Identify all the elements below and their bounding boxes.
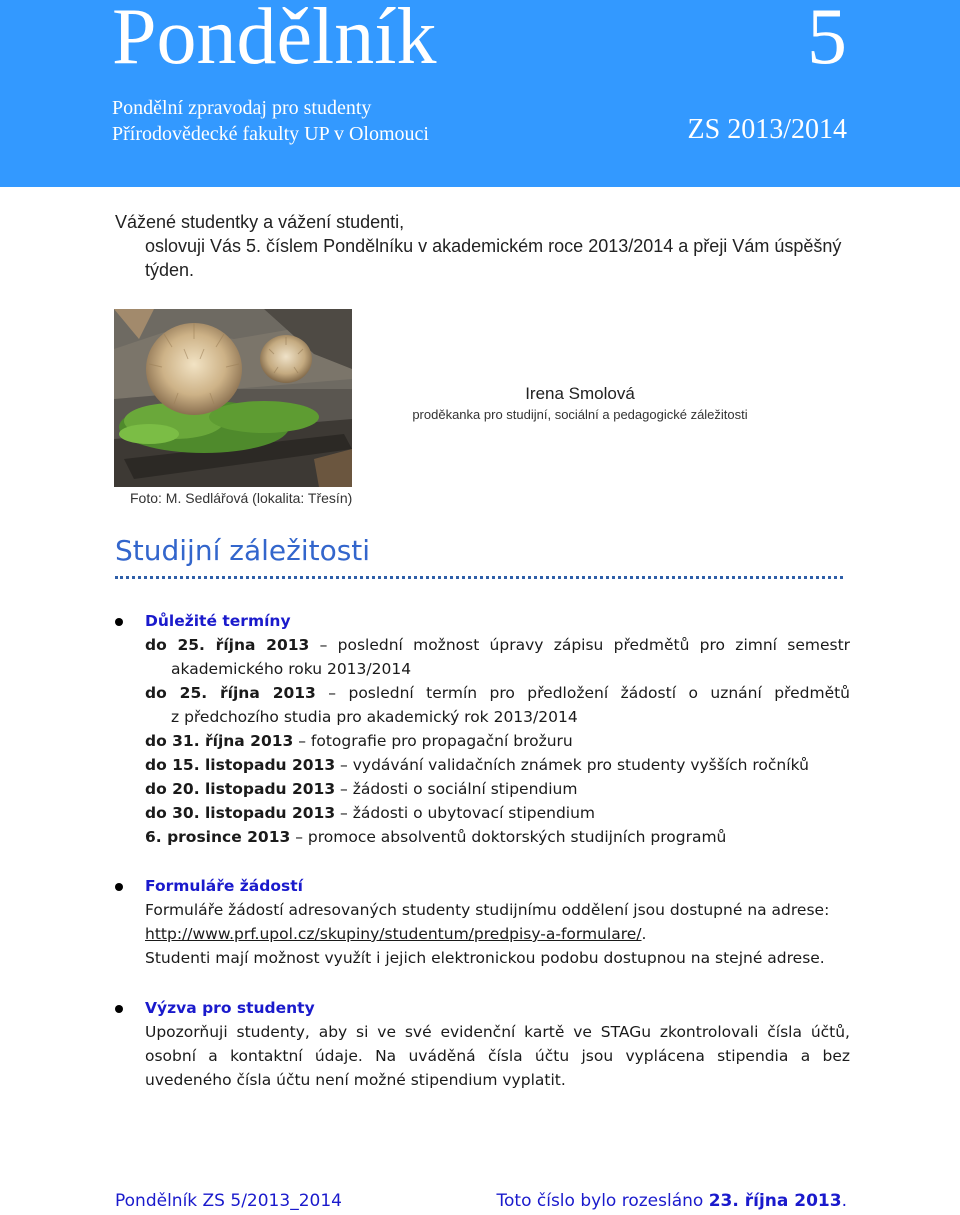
list-item: do 20. listopadu 2013 – žádosti o sociální stipendium — [145, 780, 578, 798]
section-divider — [115, 576, 843, 579]
call-heading: Výzva pro studenty — [145, 999, 315, 1017]
header-banner — [0, 0, 960, 187]
subtitle-line-2: Přírodovědecké fakulty UP v Olomouci — [112, 123, 429, 145]
forms-body — [115, 898, 850, 970]
bullet-icon — [115, 1005, 123, 1013]
list-item: do 31. října 2013 – fotografie pro propagační brožuru — [145, 732, 573, 750]
list-item-continuation: akademického roku 2013/2014 — [171, 660, 412, 678]
bullet-icon — [115, 618, 123, 626]
signature-block — [380, 383, 780, 425]
fungus-photo-illustration — [114, 309, 352, 487]
list-item: do 25. října 2013 – poslední termín pro předložení žádostí o uznání předmětů — [145, 684, 851, 702]
footer-issue: Pondělník ZS 5/2013_2014 — [115, 1191, 342, 1211]
subtitle-line-1: Pondělní zpravodaj pro studenty — [112, 97, 372, 119]
fungus-photo — [114, 309, 352, 487]
list-item: do 30. listopadu 2013 – žádosti o ubytovací stipendium — [145, 804, 596, 822]
signature-role: proděkanka pro studijní, sociální a pedagogické záležitosti — [412, 407, 748, 422]
list-item-continuation: z předchozího studia pro akademický rok 2013/2014 — [171, 708, 578, 726]
section-title: Studijní záležitosti — [115, 534, 371, 567]
important-dates-heading: Důležité termíny — [145, 612, 291, 630]
list-item: do 25. října 2013 – poslední možnost úpravy zápisu předmětů pro zimní semestr — [145, 636, 851, 654]
forms-link-line: http://www.prf.upol.cz/skupiny/studentum/predpisy-a-formulare/. — [145, 925, 647, 943]
call-line-2: osobní a kontaktní údaje. Na uváděná čísla účtu jsou vyplácena stipendia a bez — [145, 1047, 850, 1065]
greeting-line-2: oslovuji Vás 5. číslem Pondělníku v akademickém roce 2013/2014 a přeji Vám úspěšný týden. — [145, 236, 842, 280]
important-dates-block — [115, 609, 850, 849]
issue-number: 5 — [807, 0, 847, 81]
forms-line-1: Formuláře žádostí adresovaných studenty studijnímu oddělení jsou dostupné na adrese: — [145, 901, 830, 919]
forms-block — [115, 874, 850, 970]
list-item: do 15. listopadu 2013 – vydávání validačních známek pro studenty vyšších ročníků — [145, 756, 809, 774]
footer-sent-date: Toto číslo bylo rozesláno 23. října 2013. — [496, 1191, 847, 1211]
forms-link[interactable]: http://www.prf.upol.cz/skupiny/studentum/predpisy-a-formulare/ — [145, 925, 642, 943]
greeting-line-1: Vážené studentky a vážení studenti, — [115, 212, 405, 232]
call-line-1: Upozorňuji studenty, aby si ve své evidenční kartě ve STAGu zkontrolovali čísla účtů, — [145, 1023, 850, 1041]
semester-label: ZS 2013/2014 — [687, 114, 847, 145]
important-dates-list — [115, 633, 850, 849]
photo-caption: Foto: M. Sedlářová (lokalita: Třesín) — [130, 490, 353, 506]
forms-heading: Formuláře žádostí — [145, 877, 303, 895]
list-item: 6. prosince 2013 – promoce absolventů doktorských studijních programů — [145, 828, 727, 846]
call-line-3: uvedeného čísla účtu není možné stipendium vyplatit. — [145, 1071, 566, 1089]
newsletter-title: Pondělník — [112, 0, 437, 81]
call-block — [115, 996, 850, 1092]
bullet-icon — [115, 883, 123, 891]
call-body — [115, 1020, 850, 1092]
forms-line-3: Studenti mají možnost využít i jejich elektronickou podobu dostupnou na stejné adrese. — [145, 949, 825, 967]
signature-name: Irena Smolová — [525, 384, 635, 403]
greeting — [115, 210, 850, 282]
